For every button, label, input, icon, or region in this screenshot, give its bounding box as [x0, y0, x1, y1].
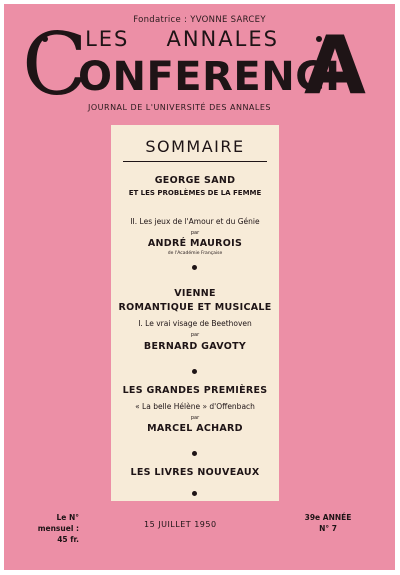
article-title-line2: ROMANTIQUE ET MUSICALE: [118, 302, 272, 313]
article-subtitle: I. Le vrai visage de Beethoven: [138, 319, 252, 328]
masthead-big-c: C: [22, 15, 88, 115]
issue-number-block: [303, 512, 353, 534]
article-author: BERNARD GAVOTY: [143, 341, 247, 352]
article-author: MARCEL ACHARD: [147, 423, 243, 434]
founder-line: Fondatrice : YVONNE SARCEY: [133, 15, 266, 25]
bullet-icon: [192, 369, 197, 374]
issue-number: N° 7: [319, 524, 337, 533]
price-label: Le N° mensuel :: [37, 513, 79, 533]
article-subtitle: « La belle Hélène » d'Offenbach: [135, 402, 255, 411]
divider: [123, 161, 267, 162]
price-value: 45 fr.: [57, 535, 79, 544]
masthead-les: LES: [85, 27, 130, 51]
author-note: de l'Académie Française: [167, 251, 223, 256]
article-par: par: [190, 332, 200, 338]
article-title: LES LIVRES NOUVEAUX: [130, 467, 260, 478]
article-title-line2: ET LES PROBLÈMES DE LA FEMME: [128, 189, 262, 197]
issue-date: 15 JUILLET 1950: [144, 520, 217, 529]
article-author: ANDRÉ MAUROIS: [147, 238, 243, 249]
article-subtitle: II. Les jeux de l'Amour et du Génie: [130, 217, 260, 226]
sommaire-title: SOMMAIRE: [145, 137, 245, 156]
magazine-cover: [4, 4, 395, 570]
price-block: [27, 512, 79, 545]
masthead-big-a: A: [304, 19, 366, 112]
article-title: GEORGE SAND: [154, 175, 236, 186]
article-title: VIENNE: [174, 288, 216, 299]
article-par: par: [190, 415, 200, 421]
masthead-conferencia: ONFERENCI: [78, 54, 341, 100]
masthead-annales: ANNALES: [166, 27, 279, 51]
sommaire-panel: [111, 125, 279, 501]
article-par: par: [190, 230, 200, 236]
bullet-icon: [192, 491, 197, 496]
bullet-icon: [192, 265, 197, 270]
issue-year: 39e ANNÉE: [304, 513, 352, 522]
journal-subtitle: JOURNAL DE L'UNIVERSITÉ DES ANNALES: [88, 103, 271, 112]
bullet-icon: [192, 451, 197, 456]
article-title: LES GRANDES PREMIÈRES: [122, 385, 268, 396]
